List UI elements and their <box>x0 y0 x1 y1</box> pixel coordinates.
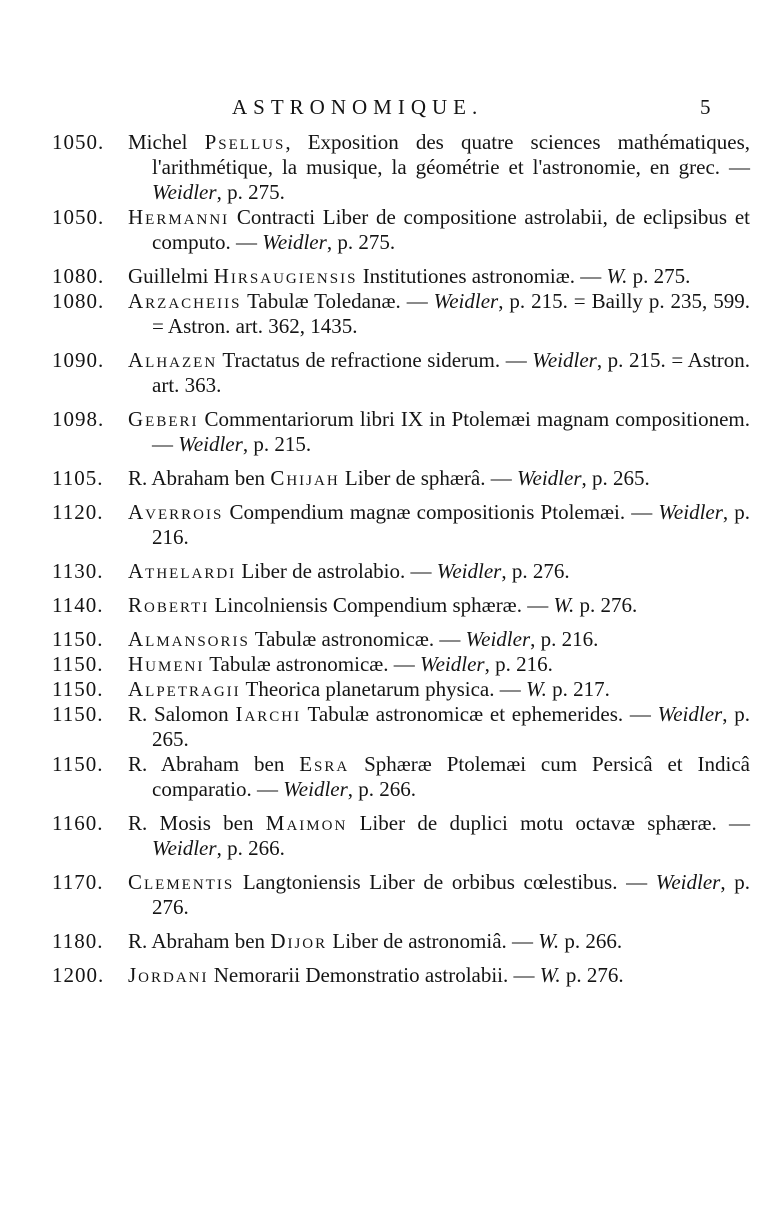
author-name: Almansoris <box>128 627 250 651</box>
reference-author: W. <box>606 264 628 288</box>
entry-title: Contracti Liber de compositione astrolabii, de eclipsibus et computo. — <box>152 205 750 254</box>
entry-year: 1160. <box>52 811 104 835</box>
list-item <box>0 264 766 289</box>
reference-page: , p. 275. <box>216 180 285 204</box>
entry-year: 1105. <box>52 466 104 490</box>
list-item <box>0 870 766 920</box>
reference-page: , p. 266. <box>347 777 417 801</box>
entry-title: Compendium magnæ compositionis Ptolemæi. — <box>223 500 659 524</box>
author-name: Alhazen <box>128 348 218 372</box>
entry-title: Tabulæ Toledanæ. — <box>241 289 434 313</box>
list-item <box>0 963 766 988</box>
chronological-list <box>0 130 766 988</box>
entry-pre: Michel <box>128 130 205 154</box>
reference-page: , p. 276. <box>152 870 750 919</box>
author-name: Dijor <box>270 929 328 953</box>
entry-title: Langtoniensis Liber de orbibus cœlestibus. — <box>234 870 656 894</box>
reference-author: Weidler <box>655 870 721 894</box>
author-name: Jordani <box>128 963 209 987</box>
reference-author: Weidler <box>262 230 327 254</box>
entry-year: 1080. <box>52 289 105 313</box>
entry-year: 1150. <box>52 627 104 651</box>
entry-year: 1098. <box>52 407 105 431</box>
entry-title: Tabulæ astronomicæ et ephemerides. — <box>301 702 658 726</box>
author-name: Maimon <box>265 811 348 835</box>
list-item <box>0 811 766 861</box>
reference-page: , p. 265. <box>152 702 750 751</box>
running-head <box>0 92 766 122</box>
author-name: Psellus <box>204 130 286 154</box>
entry-text <box>128 593 750 618</box>
reference-page: , p. 215. = Astron. art. 363. <box>152 348 750 397</box>
reference-author: Weidler <box>420 652 485 676</box>
entry-text <box>128 652 750 677</box>
list-item <box>0 130 766 205</box>
author-name: Athelardi <box>128 559 237 583</box>
entry-title: Commentariorum libri IX in Ptolemæi magnam compositionem. — <box>152 407 750 456</box>
entry-title: , Exposition des quatre sciences mathématiques, l'arithmétique, la musique, la géométrie et l'astronomie, en grec. — <box>152 130 751 179</box>
entry-year: 1200. <box>52 963 105 987</box>
reference-page: , p. 266. <box>216 836 285 860</box>
entry-year: 1050. <box>52 130 105 154</box>
list-item <box>0 677 766 702</box>
running-title: ASTRONOMIQUE. <box>232 95 484 119</box>
reference-page: p. 276. <box>560 963 624 987</box>
list-item <box>0 407 766 457</box>
reference-page: , p. 265. <box>581 466 650 490</box>
entry-text <box>128 929 750 954</box>
reference-page: , p. 216. <box>152 500 750 549</box>
reference-author: Weidler <box>178 432 243 456</box>
entry-title: Tabulæ astronomicæ. — <box>249 627 466 651</box>
entry-year: 1130. <box>52 559 104 583</box>
author-name: Chijah <box>270 466 340 490</box>
entry-year: 1180. <box>52 929 104 953</box>
author-name: Hirsaugiensis <box>213 264 358 288</box>
entry-text <box>128 407 750 457</box>
reference-author: Weidler <box>152 180 217 204</box>
entry-year: 1080. <box>52 264 105 288</box>
author-name: Averrois <box>128 500 224 524</box>
entry-year: 1140. <box>52 593 104 617</box>
entry-text <box>128 130 750 205</box>
list-item <box>0 702 766 752</box>
entry-title: Nemorarii Demonstratio astrolabii. — <box>208 963 540 987</box>
entry-year: 1150. <box>52 652 104 676</box>
page-number: 5 <box>700 95 711 119</box>
entry-title: Tabulæ astronomicæ. — <box>204 652 421 676</box>
author-name: Alpetragii <box>128 677 241 701</box>
entry-text <box>128 870 750 920</box>
entry-title: Liber de duplici motu octavæ sphæræ. — <box>347 811 751 835</box>
entry-title: Liber de sphærâ. — <box>339 466 517 490</box>
entry-year: 1150. <box>52 677 104 701</box>
reference-author: W. <box>526 677 547 701</box>
reference-author: Weidler <box>658 500 723 524</box>
entry-pre: R. Abraham ben <box>128 752 300 776</box>
list-item <box>0 627 766 652</box>
author-name: Roberti <box>128 593 210 617</box>
entry-year: 1120. <box>52 500 104 524</box>
entry-text <box>128 963 750 988</box>
reference-author: Weidler <box>465 627 531 651</box>
reference-page: , p. 215. <box>242 432 312 456</box>
author-name: Iarchi <box>235 702 302 726</box>
list-item <box>0 348 766 398</box>
list-item <box>0 929 766 954</box>
reference-page: p. 275. <box>627 264 691 288</box>
entry-year: 1150. <box>52 752 104 776</box>
list-item <box>0 652 766 677</box>
list-item <box>0 500 766 550</box>
author-name: Geberi <box>128 407 199 431</box>
entry-year: 1090. <box>52 348 105 372</box>
reference-page: , p. 276. <box>501 559 570 583</box>
entry-text <box>128 348 750 398</box>
reference-author: Weidler <box>657 702 723 726</box>
reference-author: Weidler <box>152 836 217 860</box>
entry-pre: R. Mosis ben <box>128 811 266 835</box>
author-name: Clementis <box>128 870 235 894</box>
reference-author: Weidler <box>532 348 597 372</box>
list-item <box>0 559 766 584</box>
entry-title: Tractatus de refractione siderum. — <box>217 348 533 372</box>
entry-text <box>128 264 750 289</box>
list-item <box>0 466 766 491</box>
entry-year: 1050. <box>52 205 105 229</box>
entry-text <box>128 466 750 491</box>
entry-title: Sphæræ Ptolemæi cum Persicâ et Indicâ comparatio. — <box>152 752 750 801</box>
reference-page: , p. 215. = Bailly p. 235, 599. = Astron. art. 362, 1435. <box>152 289 750 338</box>
entry-year: 1150. <box>52 702 104 726</box>
reference-author: W. <box>539 963 561 987</box>
entry-text <box>128 627 750 652</box>
reference-author: Weidler <box>433 289 499 313</box>
list-item <box>0 752 766 802</box>
list-item <box>0 205 766 255</box>
reference-page: , p. 275. <box>326 230 396 254</box>
entry-text <box>128 205 750 255</box>
list-item <box>0 289 766 339</box>
reference-page: p. 276. <box>574 593 638 617</box>
entry-text <box>128 559 750 584</box>
entry-text <box>128 500 750 550</box>
entry-pre: R. Abraham ben <box>128 929 271 953</box>
reference-author: Weidler <box>283 777 348 801</box>
entry-text <box>128 702 750 752</box>
entry-title: Theorica planetarum physica. — <box>240 677 527 701</box>
reference-page: , p. 216. <box>484 652 553 676</box>
reference-page: p. 217. <box>546 677 610 701</box>
entry-title: Liber de astrolabio. — <box>236 559 437 583</box>
author-name: Esra <box>299 752 350 776</box>
author-name: Arzacheiis <box>128 289 242 313</box>
entry-text <box>128 677 750 702</box>
reference-page: p. 266. <box>559 929 623 953</box>
entry-pre: Guillelmi <box>128 264 214 288</box>
author-name: Hermanni <box>128 205 230 229</box>
entry-title: Liber de astronomiâ. — <box>327 929 539 953</box>
reference-author: Weidler <box>436 559 502 583</box>
reference-author: W. <box>538 929 560 953</box>
entry-pre: R. Abraham ben <box>128 466 271 490</box>
reference-page: , p. 216. <box>530 627 599 651</box>
list-item <box>0 593 766 618</box>
reference-author: W. <box>553 593 575 617</box>
entry-pre: R. Salomon <box>128 702 236 726</box>
entry-title: Institutiones astronomiæ. — <box>357 264 607 288</box>
reference-author: Weidler <box>516 466 582 490</box>
entry-text <box>128 811 750 861</box>
author-name: Humeni <box>128 652 205 676</box>
entry-text <box>128 289 750 339</box>
entry-title: Lincolniensis Compendium sphæræ. — <box>209 593 554 617</box>
entry-text <box>128 752 750 802</box>
entry-year: 1170. <box>52 870 104 894</box>
